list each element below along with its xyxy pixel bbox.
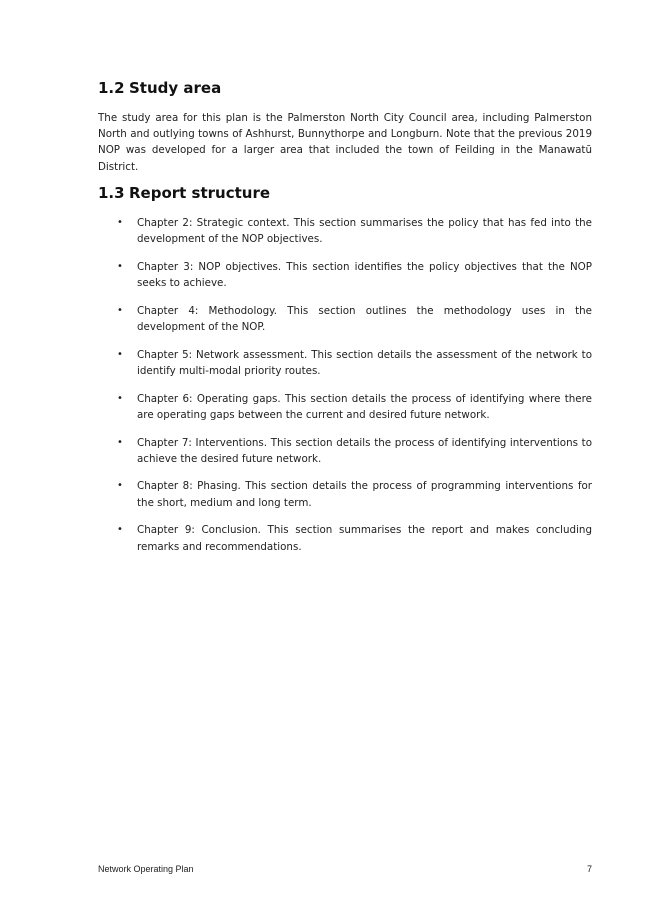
- list-item: [98, 435, 592, 467]
- section-number: 1.2: [98, 79, 125, 97]
- bullet-icon: •: [117, 304, 123, 316]
- bullet-icon: •: [117, 217, 123, 228]
- section-title: Report structure: [129, 184, 271, 202]
- list-item: [98, 259, 592, 291]
- bullet-icon: •: [117, 480, 123, 492]
- list-item-text: Chapter 4: Methodology. This section outlines the methodology uses in the development of the NOP.: [137, 304, 592, 334]
- list-item: [98, 303, 592, 335]
- list-item-text: Chapter 9: Conclusion. This section summarises the report and makes concluding remarks and recommendations.: [137, 524, 592, 553]
- list-item-text: Chapter 8: Phasing. This section details the process of programming interventions for the short, medium and long term.: [137, 480, 592, 509]
- report-structure-list: [98, 215, 592, 566]
- bullet-icon: •: [117, 348, 123, 360]
- list-item: [98, 391, 592, 423]
- list-item: [98, 478, 592, 510]
- section-heading-report-structure: [98, 184, 270, 202]
- list-item-text: Chapter 6: Operating gaps. This section details the process of identifying where there are operating gaps between the current and desired future network.: [137, 392, 592, 421]
- list-item: [98, 522, 592, 554]
- list-item-text: Chapter 5: Network assessment. This section details the assessment of the network to identify multi-modal priority routes.: [137, 348, 592, 377]
- bullet-icon: •: [117, 436, 123, 448]
- list-item-text: Chapter 3: NOP objectives. This section identifies the policy objectives that the NOP seeks to achieve.: [137, 260, 592, 290]
- list-item: [98, 215, 592, 247]
- list-item-text: Chapter 2: Strategic context. This section summarises the policy that has fed into the development of the NOP objectives.: [137, 217, 592, 246]
- footer-document-title: Network Operating Plan: [98, 864, 194, 874]
- section-heading-study-area: [98, 79, 221, 97]
- bullet-icon: •: [117, 392, 123, 404]
- bullet-icon: •: [117, 260, 123, 272]
- section-number: 1.3: [98, 184, 125, 202]
- list-item: [98, 347, 592, 379]
- section-title: Study area: [129, 79, 222, 97]
- bullet-icon: •: [117, 524, 123, 536]
- study-area-paragraph: The study area for this plan is the Palmerston North City Council area, including Palmerston North and outlying towns of Ashhurst, Bunnythorpe and Longburn. Note that the previous 2019 NOP was developed for a larger area that included the town of Feilding in the Manawatū District.: [98, 112, 592, 173]
- footer-page-number: 7: [586, 864, 592, 874]
- list-item-text: Chapter 7: Interventions. This section details the process of identifying interventions to achieve the desired future network.: [137, 436, 592, 465]
